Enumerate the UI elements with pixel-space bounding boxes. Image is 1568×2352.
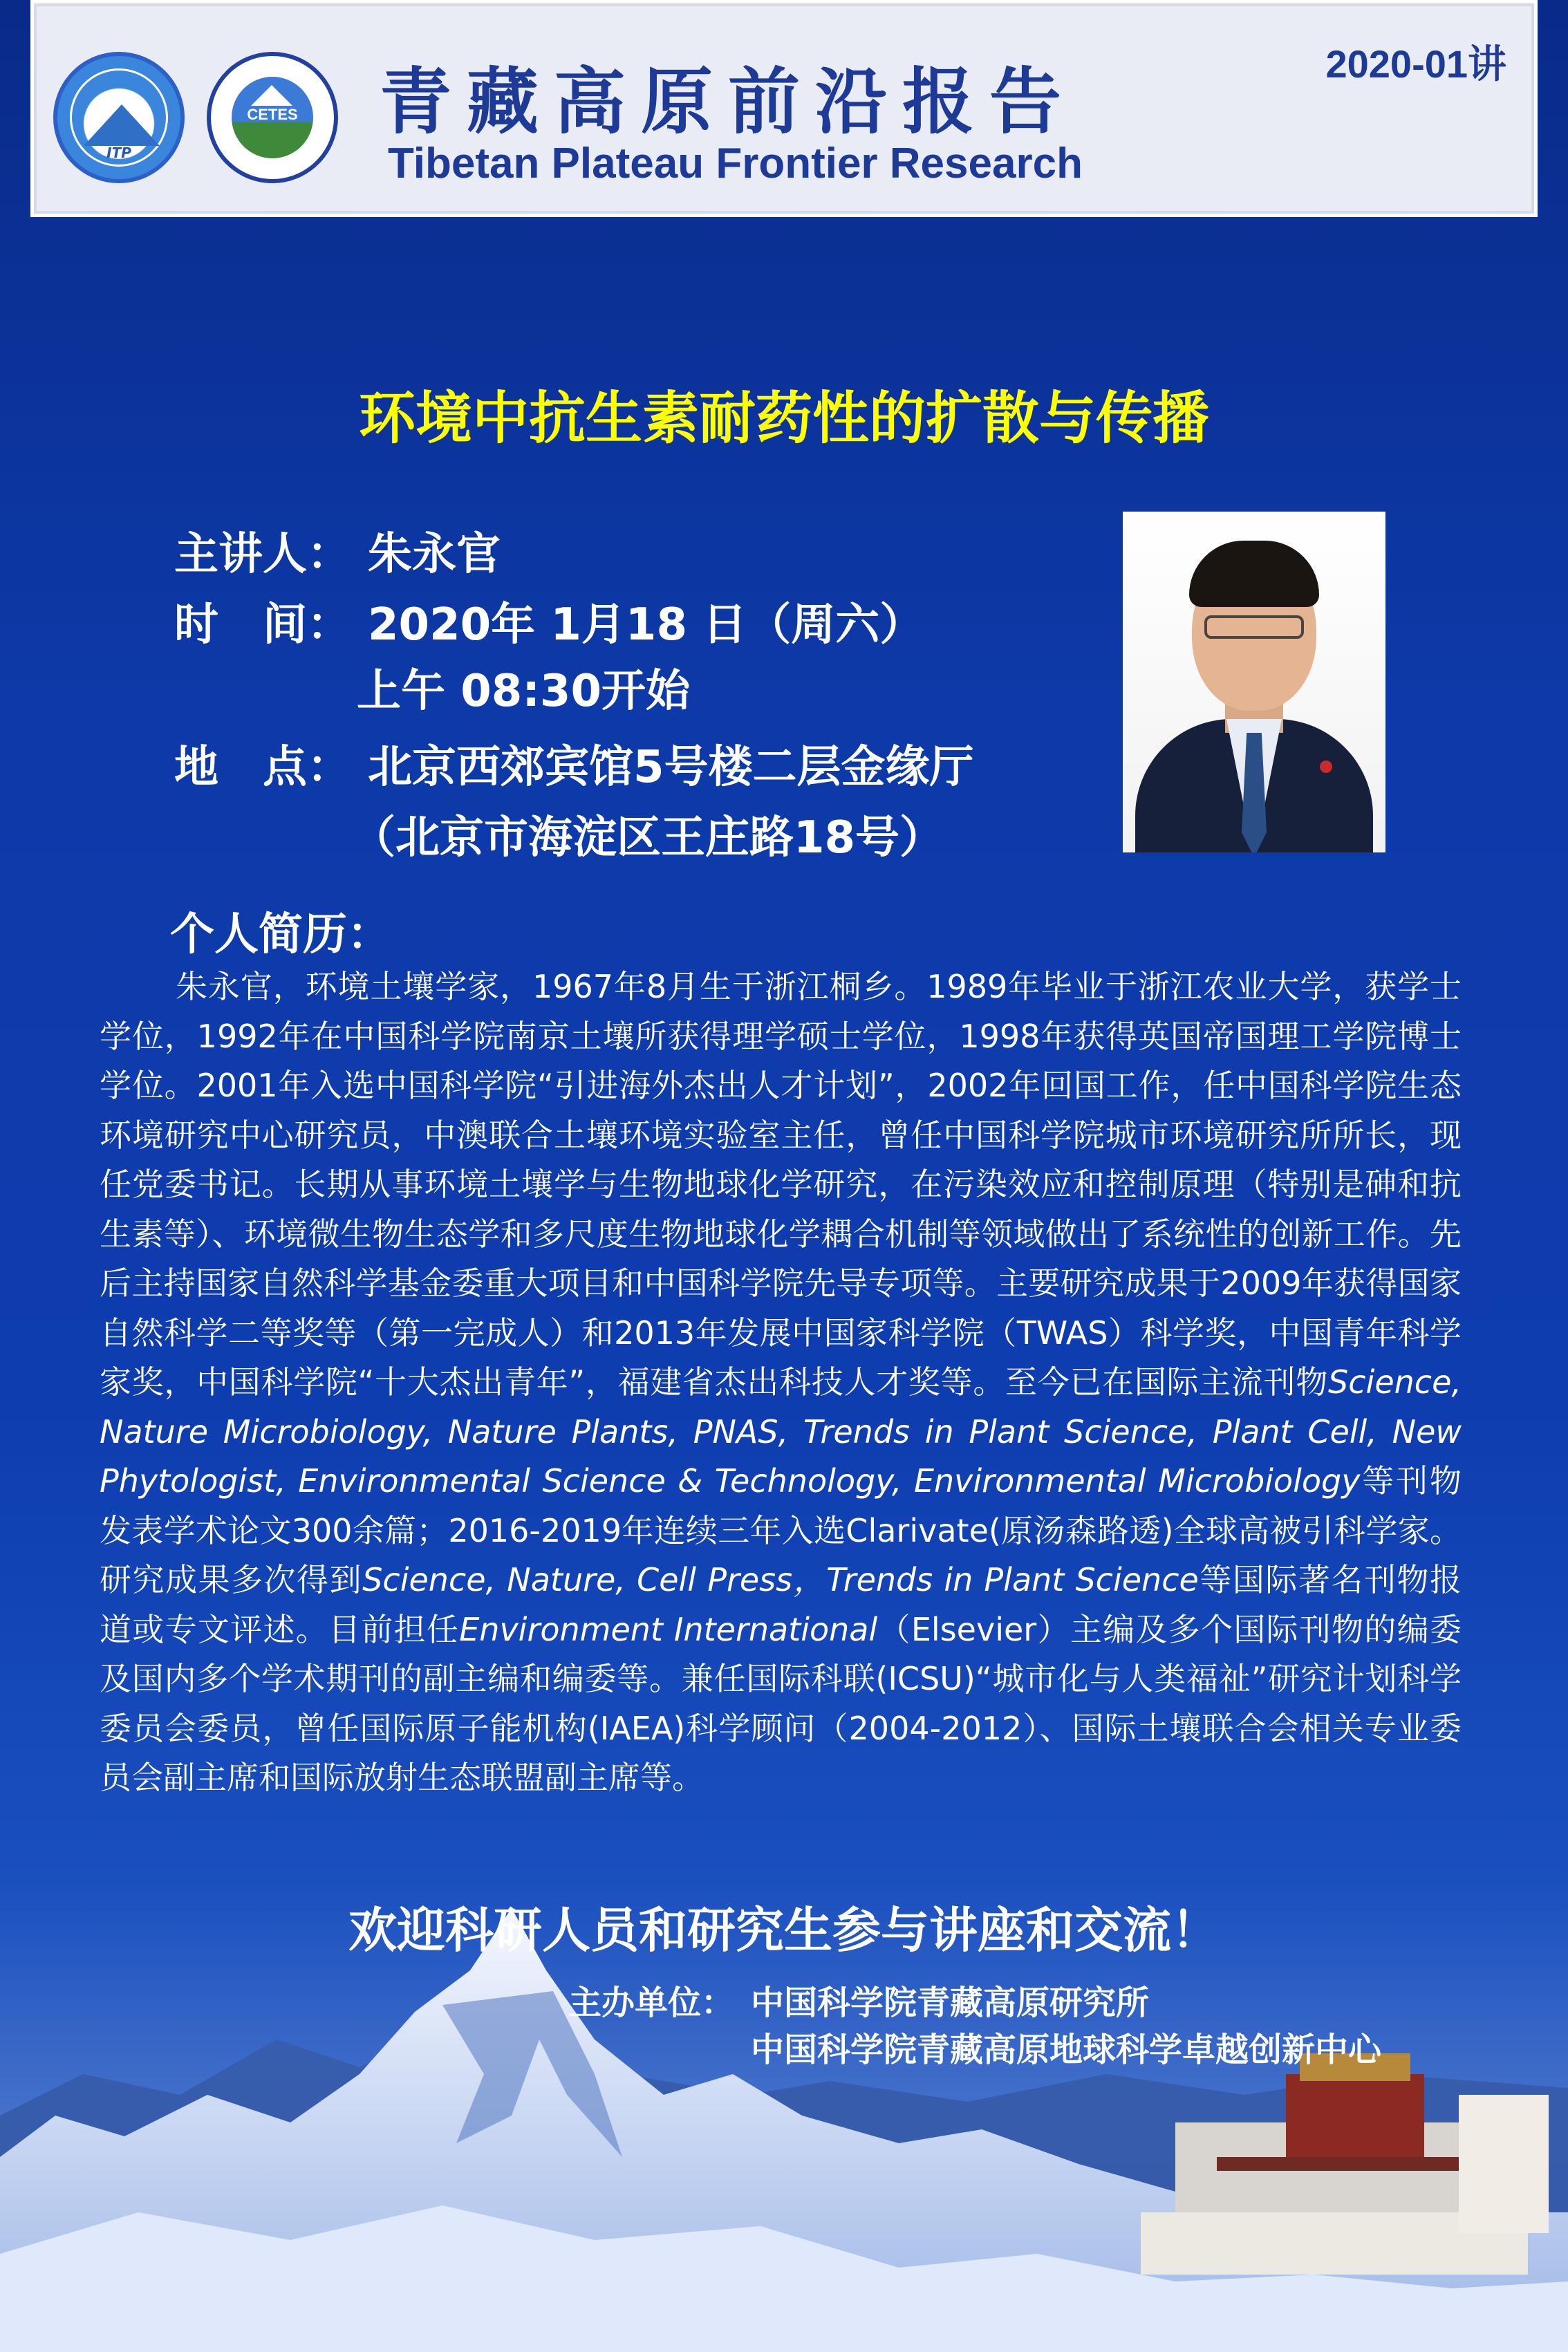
time-line xyxy=(174,589,924,653)
itp-logo xyxy=(53,52,185,183)
bio-part-1: 朱永官，环境土壤学家，1967年8月生于浙江桐乡。1989年毕业于浙江农业大学，获学士学位，1992年在中国科学院南京土壤所获得理学硕士学位，1998年获得英国帝国理工学院博士学位。2001年入选中国科学院“引进海外杰出人才计划”，2002年回国工作，任中国科学院生态环境研究中心研究员，中澳联合土壤环境实验室主任，曾任中国科学院城市环境研究所所长，现任党委书记。长期从事环境土壤学与生物地球化学研究，在污染效应和控制原理（特别是砷和抗生素等）、环境微生物生态学和多尺度生物地球化学耦合机制等领域做出了系统性的创新工作。先后主持国家自然科学基金委重大项目和中国科学院先导专项等。主要研究成果于2009年获得国家自然科学二等奖等（第一完成人）和2013年发展中国家科学院（TWAS）科学奖，中国青年科学家奖，中国科学院“十大杰出青年”，福建省杰出科技人才奖等。至今已在国际主流刊物 xyxy=(100,968,1462,1401)
cetes-logo xyxy=(207,52,338,183)
welcome-message: 欢迎科研人员和研究生参与讲座和交流！ xyxy=(348,1902,1220,1959)
logo-cetes-text: CETES xyxy=(247,106,298,123)
photo-hair xyxy=(1189,541,1319,607)
talk-place: 北京西郊宾馆5号楼二层金缘厅 xyxy=(368,742,974,793)
host-org-2: 中国科学院青藏高原地球科学卓越创新中心 xyxy=(751,2031,1382,2069)
talk-address: （北京市海淀区王庄路18号） xyxy=(351,812,944,864)
bio-journals-3: Environment International xyxy=(459,1610,878,1648)
mountain-icon xyxy=(84,104,160,146)
time-label: 时 间： xyxy=(174,599,351,651)
bio-part-4: （Elsevier）主编及多个国际刊物的编委及国内多个学术期刊的副主编和编委等。兼任国际科联(ICSU)“城市化与人类福祉”研究计划科学委员会委员，曾任国际原子能机构(IAEA)科学顾问（2004-2012）、国际土壤联合会相关专业委员会副主席和国际放射生态联盟副主席等。 xyxy=(100,1610,1462,1796)
host-org-1: 中国科学院青藏高原研究所 xyxy=(751,1984,1150,2022)
host-label: 主办单位： xyxy=(568,1984,735,2022)
speaker-line xyxy=(174,519,501,582)
series-title-en: Tibetan Plateau Frontier Research xyxy=(388,140,1083,187)
talk-title: 环境中抗生素耐药性的扩散与传播 xyxy=(358,386,1209,451)
talk-date: 2020年 1月18 日（周六） xyxy=(368,599,924,651)
lapel-badge-icon xyxy=(1320,760,1332,773)
place-label: 地 点： xyxy=(174,742,351,793)
bio-part-2: 等刊物发表学术论文300余篇；2016-2019年连续三年入选Clarivate(原汤森路透)全球高被引科学家。研究成果多次得到 xyxy=(100,1462,1462,1598)
bio-text xyxy=(100,962,1462,1803)
start-time: 上午 08:30开始 xyxy=(357,666,690,717)
bio-journals-1: Science, Nature Microbiology, Nature Plants, PNAS, Trends in Plant Science, Plant Cell, New Phytologist, Environmental Science & Technology, Environmental Microbiology xyxy=(100,1363,1462,1500)
speaker-name: 朱永官 xyxy=(368,529,501,580)
speaker-photo xyxy=(1123,512,1385,852)
logo-itp-text: ITP xyxy=(106,144,131,161)
bio-heading: 个人简历： xyxy=(170,909,391,960)
bio-part-3: 等国际著名刊物报道或专文评述。目前担任 xyxy=(100,1561,1462,1648)
photo-glasses xyxy=(1204,615,1304,639)
series-title-cn: 青藏高原前沿报告 xyxy=(380,59,1077,144)
speaker-label: 主讲人： xyxy=(174,529,351,580)
header-banner xyxy=(30,0,1538,217)
bio-journals-2: Science, Nature, Cell Press，Trends in Plant Science xyxy=(362,1561,1199,1598)
place-line xyxy=(174,731,974,795)
lecture-number: 2020-01讲 xyxy=(1325,42,1506,86)
snow-peak-icon xyxy=(251,85,292,106)
